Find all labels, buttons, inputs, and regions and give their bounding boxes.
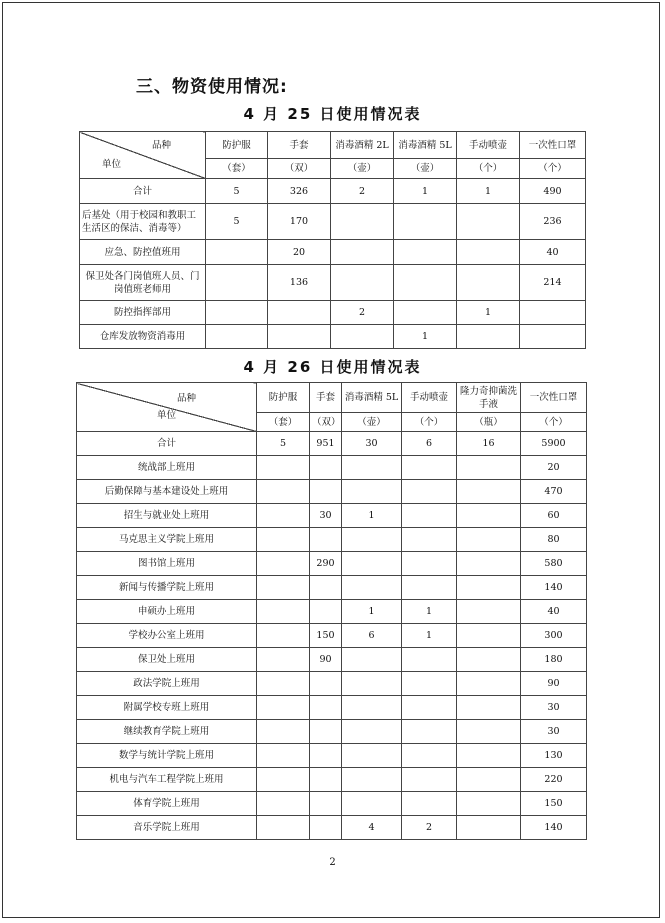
table-cell	[257, 528, 310, 552]
table-cell: 30	[342, 432, 402, 456]
column-header: 手动喷壶	[457, 132, 520, 159]
usage-table-apr25	[79, 131, 586, 349]
table-cell	[342, 768, 402, 792]
table-cell	[257, 672, 310, 696]
table-cell	[342, 552, 402, 576]
table-cell: 1	[342, 504, 402, 528]
table-cell: 40	[520, 240, 586, 265]
header-unit-label: 单位	[102, 159, 122, 170]
table-row	[77, 504, 587, 528]
table-cell	[457, 265, 520, 301]
row-label: 申硕办上班用	[77, 600, 257, 624]
table-cell	[457, 480, 521, 504]
table-cell: 30	[310, 504, 342, 528]
unit-header: （个）	[520, 159, 586, 179]
row-label: 体育学院上班用	[77, 792, 257, 816]
unit-header: （壶）	[331, 159, 394, 179]
table-cell	[394, 240, 457, 265]
row-label: 附属学校专班上班用	[77, 696, 257, 720]
table-cell	[310, 744, 342, 768]
unit-header: （壶）	[342, 413, 402, 432]
unit-header: （双）	[268, 159, 331, 179]
table-cell	[394, 301, 457, 325]
table-cell	[457, 325, 520, 349]
table-cell: 290	[310, 552, 342, 576]
table-cell: 4	[342, 816, 402, 840]
row-label: 仓库发放物资消毒用	[80, 325, 206, 349]
row-label: 图书馆上班用	[77, 552, 257, 576]
table-row	[77, 576, 587, 600]
table-cell	[457, 552, 521, 576]
table-cell	[206, 265, 268, 301]
table-cell: 1	[402, 624, 457, 648]
table-cell: 60	[521, 504, 587, 528]
table-cell	[310, 768, 342, 792]
table-row	[77, 624, 587, 648]
row-label: 后勤保障与基本建设处上班用	[77, 480, 257, 504]
table-cell	[310, 480, 342, 504]
table1-title: 4 月 25 日使用情况表	[243, 105, 422, 123]
table-cell: 1	[457, 301, 520, 325]
table-cell	[402, 504, 457, 528]
table-cell	[257, 624, 310, 648]
table-cell	[310, 576, 342, 600]
table-cell	[310, 720, 342, 744]
table-cell	[206, 325, 268, 349]
table-cell: 490	[520, 179, 586, 204]
table-cell	[394, 204, 457, 240]
column-header: 防护服	[257, 383, 310, 413]
table-cell: 580	[521, 552, 587, 576]
table-row	[77, 456, 587, 480]
column-header: 手动喷壶	[402, 383, 457, 413]
row-label: 机电与汽车工程学院上班用	[77, 768, 257, 792]
table-cell	[457, 456, 521, 480]
table-cell: 951	[310, 432, 342, 456]
table-cell	[402, 552, 457, 576]
table-cell	[457, 792, 521, 816]
table-cell: 1	[457, 179, 520, 204]
table-cell: 236	[520, 204, 586, 240]
table-cell	[331, 204, 394, 240]
table-row	[77, 480, 587, 504]
table-cell: 6	[402, 432, 457, 456]
table-cell: 140	[521, 576, 587, 600]
table-cell: 20	[521, 456, 587, 480]
unit-header: （壶）	[394, 159, 457, 179]
table-cell	[457, 204, 520, 240]
table-row	[77, 648, 587, 672]
table-row	[77, 672, 587, 696]
table-cell: 220	[521, 768, 587, 792]
table-cell	[402, 696, 457, 720]
row-label: 保卫处各门岗值班人员、门岗值班老师用	[80, 265, 206, 301]
row-label: 新闻与传播学院上班用	[77, 576, 257, 600]
table-cell: 30	[521, 720, 587, 744]
table-row	[80, 265, 586, 301]
table-cell: 2	[402, 816, 457, 840]
table-cell	[402, 480, 457, 504]
table-cell: 40	[521, 600, 587, 624]
table-cell	[457, 720, 521, 744]
table-cell	[268, 301, 331, 325]
table-row	[77, 600, 587, 624]
table-cell: 1	[394, 179, 457, 204]
column-header: 一次性口罩	[520, 132, 586, 159]
table-row	[77, 816, 587, 840]
row-label: 防控指挥部用	[80, 301, 206, 325]
table-cell	[310, 816, 342, 840]
table-cell: 300	[521, 624, 587, 648]
table-cell	[257, 552, 310, 576]
table-cell	[342, 528, 402, 552]
table-row	[77, 768, 587, 792]
table-cell	[342, 744, 402, 768]
table-cell	[457, 504, 521, 528]
table-cell	[457, 672, 521, 696]
table-cell	[310, 600, 342, 624]
table-row	[77, 528, 587, 552]
table-cell	[342, 720, 402, 744]
table-cell: 1	[402, 600, 457, 624]
table-cell: 470	[521, 480, 587, 504]
table-row	[77, 744, 587, 768]
table-row	[77, 552, 587, 576]
table-cell: 150	[521, 792, 587, 816]
row-label: 合计	[77, 432, 257, 456]
table-cell: 170	[268, 204, 331, 240]
column-header: 手套	[268, 132, 331, 159]
row-label: 应急、防控值班用	[80, 240, 206, 265]
table-cell	[402, 720, 457, 744]
table-cell	[342, 696, 402, 720]
table-cell: 30	[521, 696, 587, 720]
table-row	[80, 325, 586, 349]
table-cell: 214	[520, 265, 586, 301]
table-row	[77, 792, 587, 816]
unit-header: （双）	[310, 413, 342, 432]
unit-header: （瓶）	[457, 413, 521, 432]
page-number: 2	[329, 857, 336, 868]
table-cell: 5900	[521, 432, 587, 456]
table-cell	[520, 301, 586, 325]
table-cell	[206, 301, 268, 325]
column-header: 消毒酒精 2L	[331, 132, 394, 159]
table-cell	[402, 744, 457, 768]
row-label: 后基处（用于校园和教职工生活区的保洁、消毒等）	[80, 204, 206, 240]
table-cell: 5	[206, 204, 268, 240]
usage-table-apr26	[76, 382, 587, 840]
table-cell	[257, 792, 310, 816]
header-diagonal-cell	[80, 132, 206, 179]
table-cell	[257, 480, 310, 504]
table-cell: 1	[342, 600, 402, 624]
table-cell	[457, 624, 521, 648]
table-cell	[257, 600, 310, 624]
table-cell: 6	[342, 624, 402, 648]
table-cell	[457, 576, 521, 600]
table-cell	[457, 528, 521, 552]
table-cell	[268, 325, 331, 349]
table-row	[80, 204, 586, 240]
table-cell: 130	[521, 744, 587, 768]
table-cell	[310, 528, 342, 552]
table-cell	[457, 816, 521, 840]
table-cell	[402, 768, 457, 792]
table-cell	[520, 325, 586, 349]
table-cell	[402, 576, 457, 600]
unit-header: （个）	[457, 159, 520, 179]
table-cell	[310, 672, 342, 696]
table-cell: 2	[331, 179, 394, 204]
table-cell: 80	[521, 528, 587, 552]
table-cell	[402, 672, 457, 696]
column-header: 防护服	[206, 132, 268, 159]
table-cell	[342, 792, 402, 816]
table-cell	[457, 768, 521, 792]
table-row	[77, 696, 587, 720]
table-cell	[342, 576, 402, 600]
unit-header: （套）	[206, 159, 268, 179]
table-cell	[257, 648, 310, 672]
table-cell	[310, 792, 342, 816]
table-cell: 140	[521, 816, 587, 840]
table-cell: 136	[268, 265, 331, 301]
table-cell	[257, 696, 310, 720]
row-label: 继续教育学院上班用	[77, 720, 257, 744]
table-cell	[457, 744, 521, 768]
table-cell: 16	[457, 432, 521, 456]
header-unit-label: 单位	[157, 410, 177, 421]
table-cell: 1	[394, 325, 457, 349]
table-cell	[257, 816, 310, 840]
table-row	[80, 240, 586, 265]
header-item-label: 品种	[151, 140, 171, 151]
table-cell	[457, 696, 521, 720]
row-label: 马克思主义学院上班用	[77, 528, 257, 552]
unit-header: （个）	[521, 413, 587, 432]
table-cell	[331, 240, 394, 265]
table-cell	[402, 648, 457, 672]
table-row	[77, 720, 587, 744]
row-label: 音乐学院上班用	[77, 816, 257, 840]
row-label: 合计	[80, 179, 206, 204]
row-label: 招生与就业处上班用	[77, 504, 257, 528]
table-cell	[342, 480, 402, 504]
table-cell: 150	[310, 624, 342, 648]
column-header: 一次性口罩	[521, 383, 587, 413]
table-cell	[457, 600, 521, 624]
table-cell: 2	[331, 301, 394, 325]
table-cell	[257, 744, 310, 768]
unit-header: （套）	[257, 413, 310, 432]
table-cell: 180	[521, 648, 587, 672]
table-cell	[457, 648, 521, 672]
table2-title: 4 月 26 日使用情况表	[243, 358, 422, 376]
table-cell: 5	[257, 432, 310, 456]
unit-header: （个）	[402, 413, 457, 432]
table-cell	[310, 696, 342, 720]
table-cell	[257, 456, 310, 480]
row-label: 政法学院上班用	[77, 672, 257, 696]
table-cell	[457, 240, 520, 265]
row-label: 学校办公室上班用	[77, 624, 257, 648]
table-row	[77, 432, 587, 456]
table-cell	[342, 648, 402, 672]
table-cell	[402, 792, 457, 816]
table-cell	[257, 768, 310, 792]
table-cell: 90	[310, 648, 342, 672]
table-row	[80, 179, 586, 204]
column-header: 隆力奇抑菌洗手液	[457, 383, 521, 413]
table-row	[80, 301, 586, 325]
table-cell	[310, 456, 342, 480]
table-cell	[331, 265, 394, 301]
table-cell	[257, 504, 310, 528]
table-cell	[257, 576, 310, 600]
table-cell: 90	[521, 672, 587, 696]
table-cell	[206, 240, 268, 265]
header-item-label: 品种	[176, 393, 196, 404]
table-cell	[342, 456, 402, 480]
table-cell	[402, 528, 457, 552]
row-label: 数学与统计学院上班用	[77, 744, 257, 768]
table-cell: 326	[268, 179, 331, 204]
table-cell	[342, 672, 402, 696]
row-label: 保卫处上班用	[77, 648, 257, 672]
header-diagonal-cell	[77, 383, 257, 432]
table-cell: 20	[268, 240, 331, 265]
table-cell	[394, 265, 457, 301]
table-cell	[257, 720, 310, 744]
section-title: 三、物资使用情况:	[136, 77, 288, 97]
row-label: 统战部上班用	[77, 456, 257, 480]
column-header: 消毒酒精 5L	[342, 383, 402, 413]
column-header: 消毒酒精 5L	[394, 132, 457, 159]
table-cell: 5	[206, 179, 268, 204]
table-cell	[402, 456, 457, 480]
column-header: 手套	[310, 383, 342, 413]
table-cell	[331, 325, 394, 349]
